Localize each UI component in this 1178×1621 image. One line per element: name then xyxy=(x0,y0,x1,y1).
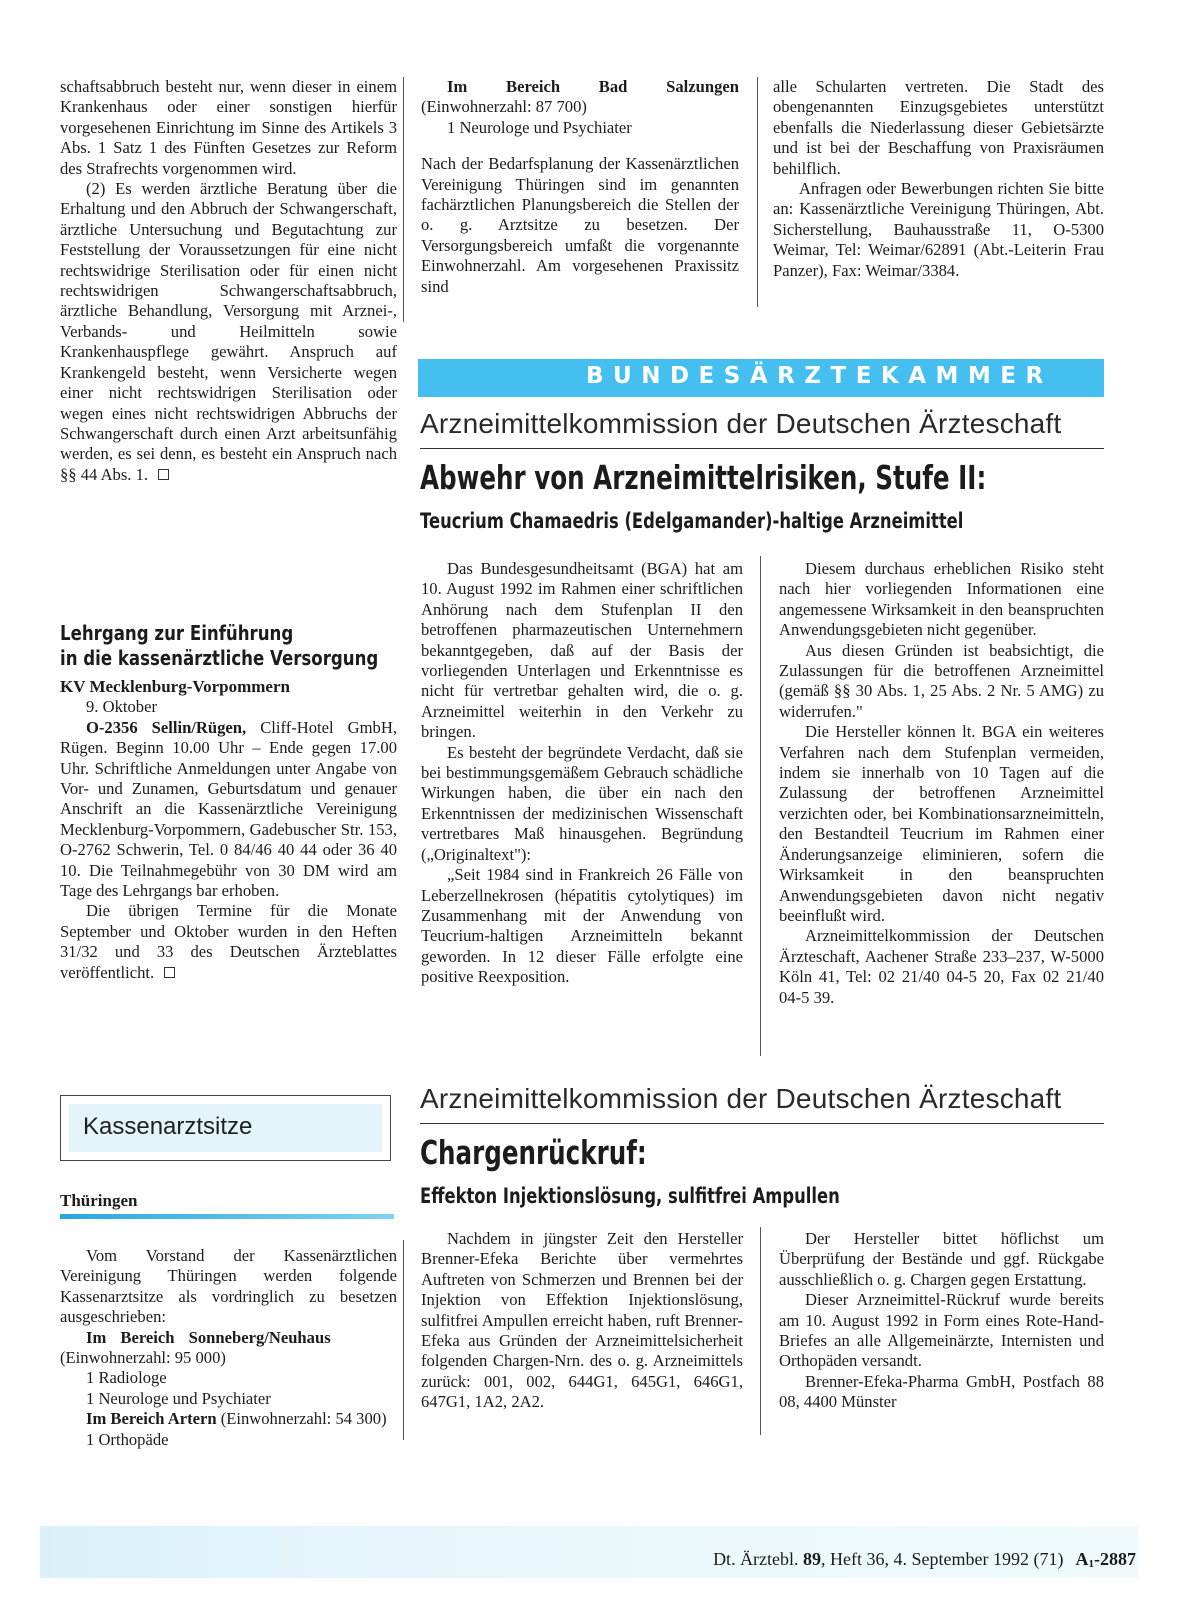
headline-line: in die kassenärztliche Versorgung xyxy=(60,646,379,670)
paragraph: Die übrigen Termine für die Monate September und Oktober wurden in den Heften 31/32 und 33 des Deutschen Ärzteblattes veröffentlicht. xyxy=(60,901,397,982)
kassenarztsitze-right xyxy=(773,77,1104,281)
article-kicker: Arzneimittelkommission der Deutschen Ärzteschaft xyxy=(420,1083,1104,1124)
lehrgang-headline xyxy=(60,621,480,671)
list-item: 1 Radiologe xyxy=(86,1368,167,1388)
end-of-article-mark xyxy=(158,469,169,480)
article1-right xyxy=(779,559,1104,1008)
event-location: O-2356 Sellin/Rügen, xyxy=(86,717,247,737)
left-column-text xyxy=(60,77,397,485)
journal-name: Dt. Ärztebl. xyxy=(713,1549,799,1569)
paragraph: Arzneimittelkommission der Deutschen Ärzteschaft, Aachener Straße 233–237, W-5000 Köln 41, Tel: 02 21/40 04-5 20, Fax 02 21/40 04-5 39. xyxy=(779,926,1104,1007)
paragraph: Es besteht der begründete Verdacht, daß sie bei bestimmungsgemäßem Gebrauch schädliche Wirkungen haben, die über ein nach den Erkenntnissen der medizinischen Wissenschaft vertretbares Maß hinausgehen. Begründung („Originaltext"): xyxy=(421,742,743,864)
paragraph: Das Bundesgesundheitsamt (BGA) hat am 10. August 1992 im Rahmen einer schriftlichen Anhörung nach dem Stufenplan II den betroffenen pharmazeutischen Unternehmern bekanntgegeben, daß auf der Basis der vorliegenden Unterlagen und Erkenntnisse es nicht für vertretbar gehalten wird, die o. g. Arzneimittel weiterhin in den Verkehr zu bringen. xyxy=(421,559,743,742)
paragraph: Nach der Bedarfsplanung der Kassenärztlichen Vereinigung Thüringen sind im genannten fachärztlichen Planungsbereich die Stellen der o. g. Arztsitze zu besetzen. Der Versorgungsbereich umfaßt die vorgenannte Einwohnerzahl. Am vorgesehenen Praxissitz sind xyxy=(421,154,739,296)
journal-volume: 89 xyxy=(803,1549,822,1569)
journal-issue: , Heft 36, 4. September 1992 (71) xyxy=(821,1549,1064,1569)
article1-left xyxy=(421,559,743,988)
paragraph: „Seit 1984 sind in Frankreich 26 Fälle von Leberzellnekrosen (hépatitis cytolytiques) im Zusammenhang mit der Anwendung von Teucrium-haltigen Arzneimitteln bekannt geworden. In 12 dieser Fälle erfolgte eine positive Reexposition. xyxy=(421,865,743,987)
list-item: 1 Neurologe und Psychiater xyxy=(86,1388,271,1408)
paragraph: Brenner-Efeka-Pharma GmbH, Postfach 88 08, 4400 Münster xyxy=(779,1371,1104,1412)
paragraph: O-2356 Sellin/Rügen, Cliff-Hotel GmbH, Rügen. Beginn 10.00 Uhr – Ende gegen 17.00 Uhr. Schriftliche Anmeldungen unter Angabe von Vor- und Zunamen, Geburtsdatum und genauer Anschrift an die Kassenärztliche Vereinigung Mecklenburg-Vorpommern, Gadebuscher Str. 153, O-2762 Schwerin, Tel. 0 84/46 40 44 oder 36 40 10. Die Teilnahmegebühr von 30 DM wird am Tage des Lehrgangs bar erhoben. xyxy=(60,717,397,901)
paragraph: Der Hersteller bittet höflichst um Überprüfung der Bestände und ggf. Rückgabe ausschließlich o. g. Chargen gegen Erstattung. xyxy=(779,1229,1104,1289)
article-headline: Chargenrückruf: xyxy=(420,1133,647,1172)
section-banner xyxy=(418,359,1104,397)
headline-line: Lehrgang zur Einführung xyxy=(60,621,294,645)
column-rule xyxy=(757,77,758,307)
column-rule xyxy=(760,556,761,1056)
column-rule xyxy=(760,1227,761,1435)
area-population: (Einwohnerzahl: 95 000) xyxy=(60,1348,226,1368)
area-heading: Im Bereich Artern (Einwohnerzahl: 54 300) xyxy=(86,1409,387,1429)
article-subheadline: Effekton Injektionslösung, sulfitfrei Ampullen xyxy=(420,1184,840,1208)
paragraph: Dieser Arzneimittel-Rückruf wurde bereits am 10. August 1992 in Form eines Rote-Hand-Briefes an alle Allgemeinärzte, Internisten und Orthopäden versandt. xyxy=(779,1290,1104,1371)
page-footer xyxy=(713,1549,1136,1570)
paragraph: Vom Vorstand der Kassenärztlichen Vereinigung Thüringen werden folgende Kassenarztsitze als vordringlich zu besetzen ausgeschrieben: xyxy=(60,1246,397,1327)
kassenarztsitze-left xyxy=(60,1246,397,1450)
box-title: Kassenarztsitze xyxy=(83,1113,253,1140)
paragraph: Aus diesen Gründen ist beabsichtigt, die Zulassungen für die betroffenen Arzneimittel (gemäß §§ 30 Abs. 1, 25 Abs. 2 Nr. 5 AMG) zu widerrufen." xyxy=(779,640,1104,721)
paragraph: Anfragen oder Bewerbungen richten Sie bitte an: Kassenärztliche Vereinigung Thüringen, Abt. Sicherstellung, Bauhausstraße 11, O-5300 Weimar, Tel: Weimar/62891 (Abt.-Leiterin Frau Panzer), Fax: Weimar/3384. xyxy=(773,179,1104,280)
region-subhead: Thüringen xyxy=(60,1191,138,1210)
article-subheadline: Teucrium Chamaedris (Edelgamander)-haltige Arzneimittel xyxy=(420,509,964,533)
article-headline: Abwehr von Arzneimittelrisiken, Stufe II: xyxy=(420,458,987,497)
paragraph: Diesem durchaus erheblichen Risiko steht nach hier vorliegenden Informationen eine angemessene Wirksamkeit in den beanspruchten Anwendungsgebieten nicht gegenüber. xyxy=(779,559,1104,640)
page-number: A1-2887 xyxy=(1075,1549,1136,1570)
paragraph: Die Hersteller können lt. BGA ein weiteres Verfahren nach dem Stufenplan vermeiden, indem sie innerhalb von 10 Tagen auf die Zulassung der betroffenen Arzneimittel verzichten oder, bei Kombinationsarzneimitteln, den Bestandteil Teucrium im Rahmen einer Änderungsanzeige eliminieren, sofern die Wirksamkeit in den beanspruchten Anwendungsgebieten davon nicht negativ beeinflußt wird. xyxy=(779,722,1104,925)
end-of-article-mark xyxy=(164,967,175,978)
paragraph: alle Schularten vertreten. Die Stadt des obengenannten Einzugsgebietes unterstützt ebenfalls die Niederlassung dieser Gebietsärzte und ist bei der Beschaffung von Praxisräumen behilflich. xyxy=(773,77,1104,178)
kassenarztsitze-mid xyxy=(421,77,739,297)
paragraph: schaftsabbruch besteht nur, wenn dieser in einem Krankenhaus oder einer sonstigen hierfür vorgesehenen Einrichtung im Sinne des Artikels 3 Abs. 1 Satz 1 des Fünften Gesetzes zur Reform des Strafrechts vorgenommen wird. xyxy=(60,77,397,178)
article-kicker: Arzneimittelkommission der Deutschen Ärzteschaft xyxy=(420,408,1104,449)
article2-left xyxy=(421,1229,743,1413)
subhead-rule xyxy=(60,1214,394,1219)
list-item: 1 Neurologe und Psychiater xyxy=(447,117,632,137)
lehrgang-body xyxy=(60,677,397,983)
kassenarztsitze-box xyxy=(60,1095,391,1161)
section-title: BUNDESÄRZTEKAMMER xyxy=(586,363,1053,389)
region-label: KV Mecklenburg-Vorpommern xyxy=(60,677,290,696)
event-date: 9. Oktober xyxy=(86,697,157,717)
column-rule xyxy=(403,1240,404,1440)
area-heading: Im Bereich Sonneberg/Neuhaus xyxy=(86,1327,331,1347)
column-rule xyxy=(403,77,404,322)
article2-right xyxy=(779,1229,1104,1413)
paragraph: Nachdem in jüngster Zeit den Hersteller Brenner-Efeka Berichte über vermehrtes Auftreten von Schmerzen und Brennen bei der Injektion von Effektion Injektionslösung, sulfitfrei Ampullen erreicht haben, ruft Brenner-Efeka aus Gründen der Arzneimittelsicherheit folgenden Chargen-Nrn. des o. g. Arzneimittels zurück: 001, 002, 644G1, 645G1, 646G1, 647G1, 1A2, 2A2. xyxy=(421,1229,743,1412)
area-heading: Im Bereich Bad Salzungen (Einwohnerzahl: 87 700) xyxy=(421,77,739,117)
list-item: 1 Orthopäde xyxy=(86,1429,169,1449)
paragraph: (2) Es werden ärztliche Beratung über die Erhaltung und den Abbruch der Schwangerschaft, ärztliche Untersuchung und Begutachtung zur Feststellung der Voraussetzungen für eine nicht rechtswidrige Sterilisation oder für einen nicht rechtswidrigen Schwangerschaftsabbruch, ärztliche Behandlung, Versorgung mit Arznei-, Verbands- und Heilmitteln sowie Krankenhauspflege gewährt. Anspruch auf Krankengeld besteht, wenn Versicherte wegen einer nicht rechtswidrigen Sterilisation oder wegen eines nicht rechtswidrigen Abbruchs der Schwangerschaft durch einen Arzt arbeitsunfähig werden, es sei denn, es besteht ein Anspruch nach §§ 44 Abs. 1. xyxy=(60,179,397,484)
